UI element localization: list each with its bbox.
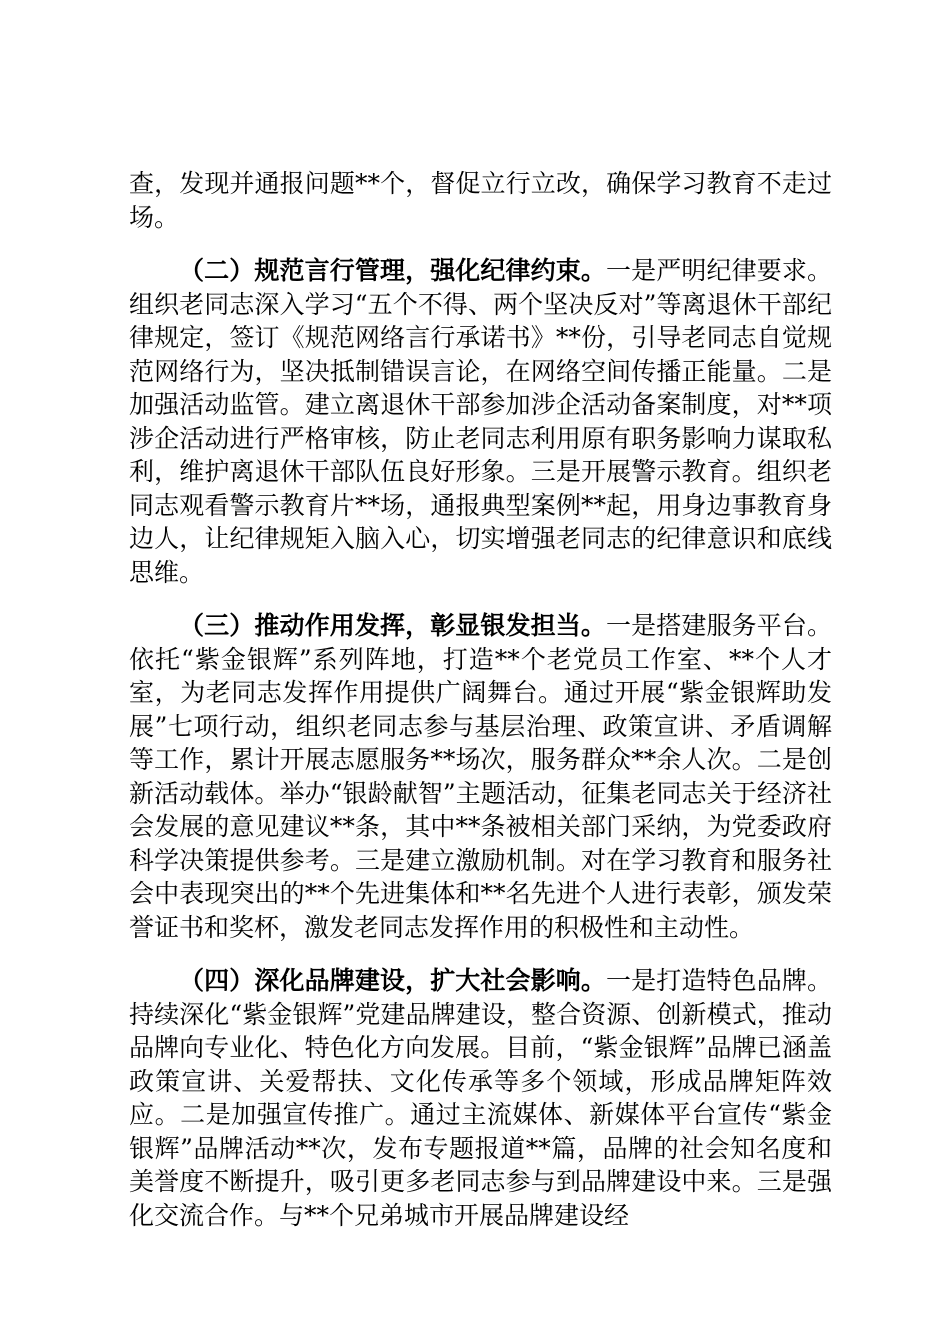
paragraph-text: 一是打造特色品牌。持续深化“紫金银辉”党建品牌建设，整合资源、创新模式，推动品牌向专业化、特色化方向发展。目前，“紫金银辉”品牌已涵盖政策宣讲、关爱帮扶、文化传承等多个领域，形成品牌矩阵效应。二是加强宣传推广。通过主流媒体、新媒体平台宣传“紫金银辉”品牌活动**次，发布专题报道**篇，品牌的社会知名度和美誉度不断提升，吸引更多老同志参与到品牌建设中来。三是强化交流合作。与**个兄弟城市开展品牌建设经 bbox=[129, 966, 832, 1230]
paragraph-section-2 bbox=[129, 254, 832, 589]
paragraph-continuation bbox=[129, 167, 832, 234]
paragraph-text: 查，发现并通报问题**个，督促立行立改，确保学习教育不走过场。 bbox=[129, 169, 832, 232]
paragraph-section-4 bbox=[129, 964, 832, 1232]
section-heading: （三）推动作用发挥，彰显银发担当。 bbox=[179, 611, 607, 640]
paragraph-section-3 bbox=[129, 609, 832, 944]
section-heading: （二）规范言行管理，强化纪律约束。 bbox=[179, 256, 607, 285]
section-heading: （四）深化品牌建设，扩大社会影响。 bbox=[179, 966, 607, 995]
paragraph-text: 一是严明纪律要求。组织老同志深入学习“五个不得、两个坚决反对”等离退休干部纪律规定，签订《规范网络言行承诺书》**份，引导老同志自觉规范网络行为，坚决抵制错误言论，在网络空间传播正能量。二是加强活动监管。建立离退休干部参加涉企活动备案制度，对**项涉企活动进行严格审核，防止老同志利用原有职务影响力谋取私利，维护离退休干部队伍良好形象。三是开展警示教育。组织老同志观看警示教育片**场，通报典型案例**起，用身边事教育身边人，让纪律规矩入脑入心，切实增强老同志的纪律意识和底线思维。 bbox=[129, 256, 832, 587]
document-body bbox=[129, 167, 832, 1252]
paragraph-text: 一是搭建服务平台。依托“紫金银辉”系列阵地，打造**个老党员工作室、**个人才室，为老同志发挥作用提供广阔舞台。通过开展“紫金银辉助发展”七项行动，组织老同志参与基层治理、政策宣讲、矛盾调解等工作，累计开展志愿服务**场次，服务群众**余人次。二是创新活动载体。举办“银龄献智”主题活动，征集老同志关于经济社会发展的意见建议**条，其中**条被相关部门采纳，为党委政府科学决策提供参考。三是建立激励机制。对在学习教育和服务社会中表现突出的**个先进集体和**名先进个人进行表彰，颁发荣誉证书和奖杯，激发老同志发挥作用的积极性和主动性。 bbox=[129, 611, 832, 942]
